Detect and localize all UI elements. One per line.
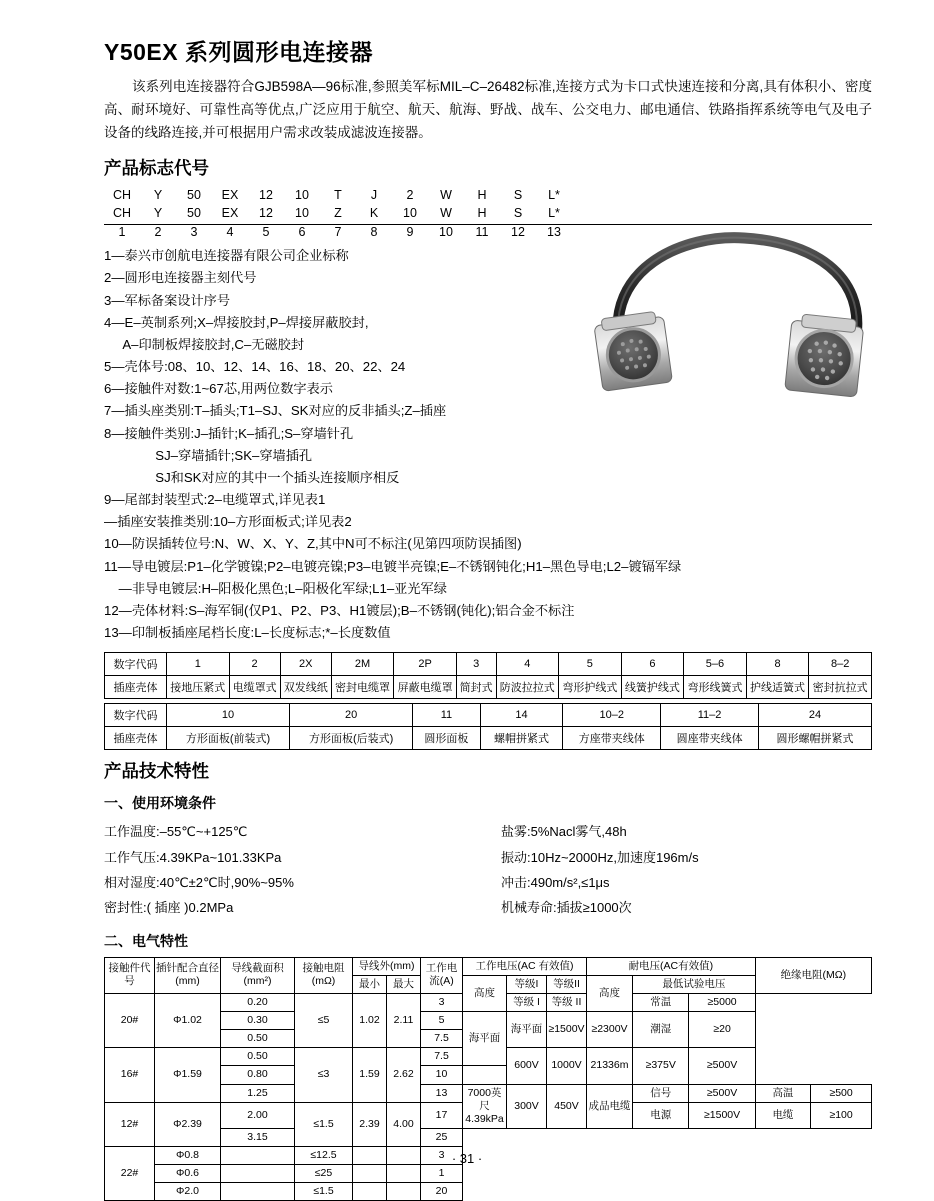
table-header-cell: 6 [621, 653, 684, 676]
table-cell: 方形面板(前装式) [167, 727, 290, 750]
legend-item: 13—印制板插座尾档长度:L–长度标志;*–长度数值 [104, 625, 391, 641]
code-index: 2 [154, 225, 162, 240]
table-cell: 0.30 [221, 1012, 295, 1030]
code-cell: 10 [295, 206, 309, 221]
table-cell: 方形面板(后装式) [290, 727, 413, 750]
table-cell: 2.39 [353, 1102, 387, 1146]
table-cell: ≥500V [689, 1048, 755, 1084]
code-index: 3 [190, 225, 198, 240]
table-cell: 17 [421, 1102, 463, 1128]
table-cell: 3 [421, 1147, 463, 1165]
table-cell: 密封电缆罩 [331, 676, 394, 699]
table-cell: 圆形面板 [413, 727, 481, 750]
table-cell: 0.50 [221, 1030, 295, 1048]
code-cell: H [477, 206, 487, 221]
table-header-cell: 高度 [587, 975, 633, 1011]
code-cell: 10 [295, 187, 309, 202]
table-cell: 插座壳体 [105, 676, 167, 699]
code-index: 13 [547, 225, 561, 240]
code-cell: H [477, 187, 487, 202]
table-cell: ≥375V [633, 1048, 689, 1084]
table-cell [387, 1183, 421, 1201]
table-cell: 成品电缆 [587, 1084, 633, 1128]
table-cell: 25 [421, 1128, 463, 1146]
table-cell: Φ0.6 [155, 1165, 221, 1183]
table-header-cell: 14 [480, 704, 563, 727]
code-cell: S [513, 187, 523, 202]
intro-paragraph: 该系列电连接器符合GJB598A—96标准,参照美军标MIL–C–26482标准,连接方式为卡口式快速连接和分离,具有体积小、密度高、耐环境好、可靠性高等优点,广泛应用于航空、航天、航海、野战、战车、公交电力、邮电通信、铁路指挥系统等电气及电子设备的线路连接,并可根据用户需求改装成滤波连接器。 [104, 79, 872, 141]
code-cell: J [370, 187, 378, 202]
code-cell: Y [153, 206, 163, 221]
table-cell: Φ1.59 [155, 1048, 221, 1102]
env-item: 盐雾:5%Nacl雾气,48h [501, 824, 627, 840]
code-index: 12 [511, 225, 525, 240]
table-cell [387, 1165, 421, 1183]
legend-item: 10—防误插转位号:N、W、X、Y、Z,其中N可不标注(见第四项防误插图) [104, 536, 522, 552]
code-index: 10 [439, 225, 453, 240]
table-cell: 0.50 [221, 1048, 295, 1066]
table-cell: ≥100 [811, 1102, 872, 1128]
table-header-cell: 2M [331, 653, 394, 676]
product-photo [564, 228, 894, 413]
code-cell: 10 [403, 206, 417, 221]
table-cell: 圆座带夹线体 [661, 727, 759, 750]
table-cell: 12# [105, 1102, 155, 1146]
table-cell: Φ1.02 [155, 993, 221, 1047]
table-row [105, 1128, 872, 1146]
table-cell: 1.02 [353, 993, 387, 1047]
code-cell: L* [548, 206, 560, 221]
page-title: Y50EX 系列圆形电连接器 [104, 39, 373, 65]
table-cell: 5 [421, 1012, 463, 1030]
code-index: 8 [370, 225, 378, 240]
table-cell: 护线适簧式 [746, 676, 809, 699]
table-header-cell: 等级II [547, 975, 587, 993]
table-cell: Φ0.8 [155, 1147, 221, 1165]
table-cell: 高温 [755, 1084, 810, 1102]
table-cell [221, 1165, 295, 1183]
environment-conditions [104, 819, 872, 920]
legend-item: 7—插头座类别:T–插头;T1–SJ、SK对应的反非插头;Z–插座 [104, 403, 447, 419]
table-cell: 13 [421, 1084, 463, 1102]
page-number: · 31 · [451, 1151, 483, 1166]
legend-item: SJ–穿墙插针;SK–穿墙插孔 [104, 447, 313, 463]
table-cell: 屏蔽电缆罩 [394, 676, 457, 699]
code-index: 4 [226, 225, 234, 240]
table-header-cell: 工作电压(AC 有效值) [463, 957, 587, 975]
code-index: 11 [475, 225, 489, 240]
table-row [105, 1012, 872, 1030]
code-cell: CH [112, 187, 132, 202]
table-header-cell: 2X [280, 653, 331, 676]
env-item: 密封性:( 插座 )0.2MPa [104, 900, 234, 916]
legend-item: —插座安装推类别:10–方形面板式;详见表2 [104, 514, 352, 530]
table-cell: 双发线纸 [280, 676, 331, 699]
code-cell: W [440, 187, 452, 202]
table-row [105, 704, 872, 727]
subheading-electrical: 二、电气特性 [104, 932, 188, 949]
code-row-2 [104, 204, 872, 225]
code-cell: Y [153, 187, 163, 202]
shell-code-table-2 [104, 703, 872, 750]
table-cell: 插座壳体 [105, 727, 167, 750]
table-cell: 圆形螺帽拼紧式 [759, 727, 872, 750]
code-cell: EX [221, 206, 239, 221]
table-header-cell: 24 [759, 704, 872, 727]
table-header-cell: 1 [167, 653, 230, 676]
legend-item: SJ和SK对应的其中一个插头连接顺序相反 [104, 469, 400, 485]
table-cell: ≤12.5 [295, 1147, 353, 1165]
table-header-cell: 数字代码 [105, 653, 167, 676]
table-row [105, 727, 872, 750]
table-cell: 弯形护线式 [559, 676, 622, 699]
code-cell: CH [112, 206, 132, 221]
code-cell: L* [548, 187, 560, 202]
code-row-1 [104, 186, 872, 205]
table-cell: Φ2.0 [155, 1183, 221, 1201]
table-row [105, 653, 872, 676]
table-cell: 高度 [463, 975, 507, 1011]
table-cell: ≤5 [295, 993, 353, 1047]
legend-item: A–印制板焊接胶封,C–无磁胶封 [104, 336, 305, 352]
table-header-cell: 5 [559, 653, 622, 676]
table-header-cell: 11–2 [661, 704, 759, 727]
table-row [105, 957, 872, 975]
section-heading-specs: 产品技术特性 [104, 761, 209, 782]
table-header-cell: 耐电压(AC有效值) [587, 957, 756, 975]
shell-code-table-1 [104, 652, 872, 699]
legend-item: —非导电镀层:H–阳极化黑色;L–阳极化军绿;L1–亚光军绿 [104, 580, 447, 596]
table-header-cell: 工作电流(A) [421, 957, 463, 993]
table-header-cell: 等级 II [547, 993, 587, 1011]
code-index: 9 [406, 225, 414, 240]
code-index: 7 [334, 225, 342, 240]
code-cell: 2 [406, 187, 414, 202]
table-cell: 2.11 [387, 993, 421, 1047]
table-cell: 潮湿 [633, 1012, 689, 1048]
table-cell: 4.00 [387, 1102, 421, 1146]
table-cell: 20# [105, 993, 155, 1047]
env-item: 工作气压:4.39KPa~101.33KPa [104, 849, 282, 865]
table-cell: ≥2300V [587, 1012, 633, 1048]
code-cell: W [440, 206, 452, 221]
table-cell: 20 [421, 1183, 463, 1201]
env-item: 工作温度:–55℃~+125℃ [104, 824, 248, 840]
table-cell: ≤25 [295, 1165, 353, 1183]
table-header-cell: 导线截面积(mm²) [221, 957, 295, 993]
table-header-cell: 10 [167, 704, 290, 727]
env-item: 振动:10Hz~2000Hz,加速度196m/s [501, 849, 699, 865]
table-cell: 密封抗拉式 [809, 676, 872, 699]
table-cell: 450V [547, 1084, 587, 1128]
shell-code-table-1-wrap [104, 652, 872, 699]
legend-item: 6—接触件对数:1~67芯,用两位数字表示 [104, 381, 333, 397]
table-cell: ≥20 [689, 1012, 755, 1048]
table-cell: 600V [507, 1048, 547, 1084]
table-cell: 防波拉拉式 [496, 676, 559, 699]
table-cell: 16# [105, 1048, 155, 1102]
code-cell: 50 [187, 187, 201, 202]
table-cell: 10 [421, 1066, 463, 1084]
table-cell: ≤1.5 [295, 1183, 353, 1201]
table-header-cell: 3 [456, 653, 496, 676]
code-index: 6 [298, 225, 306, 240]
table-cell: 电源 [633, 1102, 689, 1128]
table-row [105, 1084, 872, 1102]
table-header-cell: 2P [394, 653, 457, 676]
code-cell: T [334, 187, 342, 202]
code-index: 1 [118, 225, 126, 240]
legend-item: 1—泰兴市创航电连接器有限公司企业标称 [104, 248, 349, 264]
table-cell: 0.80 [221, 1066, 295, 1084]
table-header-cell: 8 [746, 653, 809, 676]
table-cell: 22# [105, 1147, 155, 1201]
table-cell: ≥500V [689, 1084, 755, 1102]
table-header-cell: 4 [496, 653, 559, 676]
table-cell: 电缆 [755, 1102, 810, 1128]
code-cell: 12 [259, 206, 273, 221]
code-cell: 50 [187, 206, 201, 221]
legend-item: 9—尾部封装型式:2–电缆罩式,详见表1 [104, 492, 326, 508]
code-cell: EX [221, 187, 239, 202]
table-header-cell: 5–6 [684, 653, 747, 676]
table-cell: 海平面 [463, 1012, 507, 1066]
table-cell: 300V [507, 1084, 547, 1128]
table-cell: 海平面 [507, 1012, 547, 1048]
legend-item: 3—军标备案设计序号 [104, 292, 231, 308]
env-column-right [475, 819, 872, 920]
table-cell: Φ2.39 [155, 1102, 221, 1146]
table-cell [353, 1165, 387, 1183]
table-cell: 3.15 [221, 1128, 295, 1146]
table-row [105, 676, 872, 699]
legend-item: 8—接触件类别:J–插针;K–插孔;S–穿墙针孔 [104, 425, 354, 441]
table-cell: 21336m [587, 1048, 633, 1084]
table-cell: 常温 [633, 993, 689, 1011]
legend-item: 4—E–英制系列;X–焊接胶封,P–焊接屏蔽胶封, [104, 314, 369, 330]
table-cell: 1.59 [353, 1048, 387, 1102]
legend-item: 2—圆形电连接器主刻代号 [104, 270, 257, 286]
table-cell: 7000英尺4.39kPa [463, 1084, 507, 1128]
table-header-cell: 接触件代号 [105, 957, 155, 993]
section-heading-marking: 产品标志代号 [104, 157, 209, 178]
table-cell: 简封式 [456, 676, 496, 699]
table-cell: 2.62 [387, 1048, 421, 1102]
table-header-cell: 8–2 [809, 653, 872, 676]
env-column-left [104, 819, 475, 920]
table-cell: 信号 [633, 1084, 689, 1102]
table-header-cell: 绝缘电阻(MΩ) [755, 957, 871, 993]
code-cell: K [369, 206, 379, 221]
table-cell [353, 1183, 387, 1201]
code-cell: 12 [259, 187, 273, 202]
table-header-cell: 数字代码 [105, 704, 167, 727]
table-cell: 线簧护线式 [621, 676, 684, 699]
legend-item: 5—壳体号:08、10、12、14、16、18、20、22、24 [104, 359, 406, 375]
table-header-cell: 最大 [387, 975, 421, 993]
legend-item: 12—壳体材料:S–海军铜(仅P1、P2、P3、H1镀层);B–不锈钢(钝化);铝合金不标注 [104, 602, 575, 618]
table-cell [221, 1183, 295, 1201]
table-cell: 2.00 [221, 1102, 295, 1128]
table-cell: 弯形线簧式 [684, 676, 747, 699]
table-cell: 0.20 [221, 993, 295, 1011]
code-cell: Z [334, 206, 342, 221]
table-cell: 3 [421, 993, 463, 1011]
code-cell: S [513, 206, 523, 221]
table-cell: 1.25 [221, 1084, 295, 1102]
table-cell: ≤1.5 [295, 1102, 353, 1146]
table-cell: 7.5 [421, 1030, 463, 1048]
table-header-cell: 接触电阻(mΩ) [295, 957, 353, 993]
legend-item: 11—导电镀层:P1–化学镀镍;P2–电镀亮镍;P3–电镀半亮镍;E–不锈钢钝化;H1–黑色导电;L2–镀镉军绿 [104, 558, 682, 574]
table-header-cell: 等级 I [507, 993, 547, 1011]
table-header-cell: 插针配合直径(mm) [155, 957, 221, 993]
table-cell: ≥1500V [689, 1102, 755, 1128]
table-header-cell: 等级I [507, 975, 547, 993]
table-cell: 7.5 [421, 1048, 463, 1066]
table-cell: 方座带夹线体 [563, 727, 661, 750]
shell-code-table-2-wrap [104, 703, 872, 750]
table-header-cell: 2 [229, 653, 280, 676]
table-cell: ≥500 [811, 1084, 872, 1102]
table-cell: 1000V [547, 1048, 587, 1084]
env-item: 相对湿度:40℃±2℃时,90%~95% [104, 874, 294, 890]
table-cell: ≥5000 [689, 993, 755, 1011]
table-header-cell: 11 [413, 704, 481, 727]
table-header-cell: 最低试验电压 [633, 975, 756, 993]
table-cell: ≤3 [295, 1048, 353, 1102]
table-cell: 接地压紧式 [167, 676, 230, 699]
code-index: 5 [262, 225, 270, 240]
table-cell: 1 [421, 1165, 463, 1183]
subheading-environment: 一、使用环境条件 [104, 795, 216, 812]
table-row [105, 1066, 872, 1084]
table-cell: ≥1500V [547, 1012, 587, 1048]
table-header-cell: 最小 [353, 975, 387, 993]
table-header-cell: 20 [290, 704, 413, 727]
table-cell: 电缆罩式 [229, 676, 280, 699]
table-cell: 螺帽拼紧式 [480, 727, 563, 750]
table-header-cell: 10–2 [563, 704, 661, 727]
env-item: 冲击:490m/s²,≤1μs [501, 874, 610, 890]
table-header-cell: 导线外(mm) [353, 957, 421, 975]
env-item: 机械寿命:插拔≥1000次 [501, 900, 632, 916]
